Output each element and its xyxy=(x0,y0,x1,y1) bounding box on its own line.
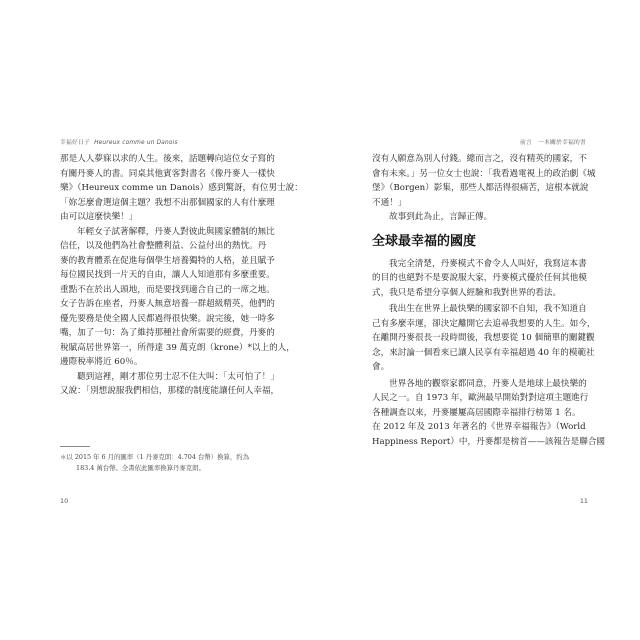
text-line: 在 2012 年及 2013 年著名的《世界幸福報告》（World xyxy=(372,422,586,432)
page-number-left: 10 xyxy=(60,497,69,505)
text-line: 聽到這裡，剛才那位男士忍不住大叫：「太可怕了！」 xyxy=(77,371,279,382)
text-line: 「妳怎麼會選這個主題？我想不出那個國家的人有什麼理 xyxy=(60,197,275,208)
text-line: 麥的教育體系在促進每個學生培養獨特的人格，並且賦予 xyxy=(60,255,275,266)
running-head-left xyxy=(60,137,178,146)
right-page xyxy=(320,0,640,640)
paragraph xyxy=(60,370,278,399)
footnote-line: 183.4 萬台幣。全書依此匯率換算丹麥克朗。 xyxy=(76,463,205,472)
text-line: 有關丹麥人的書。同桌其他賓客對書名《像丹麥人一樣快 xyxy=(60,168,275,179)
running-head-right: 前言 一本關於幸福的書 xyxy=(520,140,586,146)
text-line: 那是人人夢寐以求的人生。後來，話題轉向這位女子寫的 xyxy=(60,154,275,164)
text-line: 重點不在於出人頭地，而是要找到適合自己的一席之地。 xyxy=(60,284,275,295)
text-line: 女子告訴在座者，丹麥人無意培養一群超級精英，他們的 xyxy=(60,299,275,309)
left-body-text xyxy=(60,152,303,399)
footnote-line: ＊以 2015 年 6 月的匯率（1 丹麥克朗：4.704 台幣）換算，約為 xyxy=(60,453,250,461)
book-title-zh: 幸福好日子 xyxy=(60,140,90,146)
text-line: 沒有人願意為別人付錢。總而言之，沒有精英的國家，不 xyxy=(372,154,587,164)
text-line: 樂》（Heureux comme un Danois）感到驚訝，有位男士說： xyxy=(60,183,303,193)
text-line: 我完全清楚，丹麥模式不會令人人叫好，我寫這本書 xyxy=(389,258,587,269)
page-number-right: 11 xyxy=(579,497,588,505)
text-line: 優先要務是使全國人民都過得很快樂。說完後，她一時多 xyxy=(60,313,275,324)
text-line: 堡》（Borgen）影集，那些人都活得很痛苦，這根本就說 xyxy=(372,183,589,193)
text-line: 信任，以及他們為社會整體利益、公益付出的熱忱。丹 xyxy=(60,241,267,251)
text-line: 各種調查以來，丹麥屢屢高居國際幸福排行榜第 1 名。 xyxy=(372,407,581,418)
paragraph xyxy=(372,302,596,375)
text-line: 故事到此為止，言歸正傳。 xyxy=(389,212,493,222)
paragraph xyxy=(372,152,596,210)
right-body-text xyxy=(372,152,606,449)
text-line: 嘴，加了一句：為了維持那種社會所需要的經費，丹麥的 xyxy=(60,328,275,338)
text-line: 邊際稅率將近 60％。 xyxy=(60,357,143,367)
book-title-en: Heureux comme un Danois xyxy=(94,140,178,146)
text-line: 式，我只是希望分享個人經驗和我對世界的看法。 xyxy=(372,287,562,298)
text-line: Happiness Report）中，丹麥都是榜首——該報告是聯合國 xyxy=(372,436,606,447)
paragraph xyxy=(60,152,303,225)
text-line: 人民之一。自 1973 年，歐洲最早開始對對這項主題進行 xyxy=(372,393,589,403)
footnote xyxy=(60,452,249,473)
text-line: 己有多麼幸運，卻決定離開它去追尋我想要的人生。如今， xyxy=(372,318,596,329)
text-line: 的目的也絕對不是要說服大家，丹麥模式優於任何其他模 xyxy=(372,273,587,283)
paragraph xyxy=(372,210,596,225)
footnote-divider xyxy=(60,446,90,447)
text-line: 年輕女子試著解釋，丹麥人對彼此與國家體制的無比 xyxy=(77,226,275,237)
text-line: 會。 xyxy=(372,362,390,372)
text-line: 不通！」 xyxy=(372,197,407,208)
paragraph xyxy=(372,377,606,450)
text-line: 每位國民找到一片天的自由，讓人人知道那有多麼重要。 xyxy=(60,270,275,280)
section-heading: 全球最幸福的國度 xyxy=(372,233,477,249)
text-line: 念，來討論一個看來已讓人民享有幸福超過 40 年的模範社 xyxy=(372,347,595,358)
text-line: 我出生在世界上最快樂的國家卻不自知，我不知道自 xyxy=(389,304,587,314)
paragraph xyxy=(372,257,596,301)
paragraph xyxy=(60,225,295,370)
text-line: 在離開丹麥很長一段時間後，我想要從 10 個簡單的關鍵觀 xyxy=(372,333,595,343)
text-line: 稅賦高居世界第一，所得達 39 萬克朗（krone）*以上的人， xyxy=(60,342,295,353)
text-line: 世界各地的觀察家都同意，丹麥人是地球上最快樂的 xyxy=(389,378,587,389)
text-line: 由可以這麼快樂！」 xyxy=(60,212,138,222)
text-line: 會有未來。」另一位女士也說：「我看過電視上的政治劇《城 xyxy=(372,168,596,179)
text-line: 又說：「別想說服我們相信，那樣的制度能讓任何人幸福， xyxy=(60,386,280,396)
